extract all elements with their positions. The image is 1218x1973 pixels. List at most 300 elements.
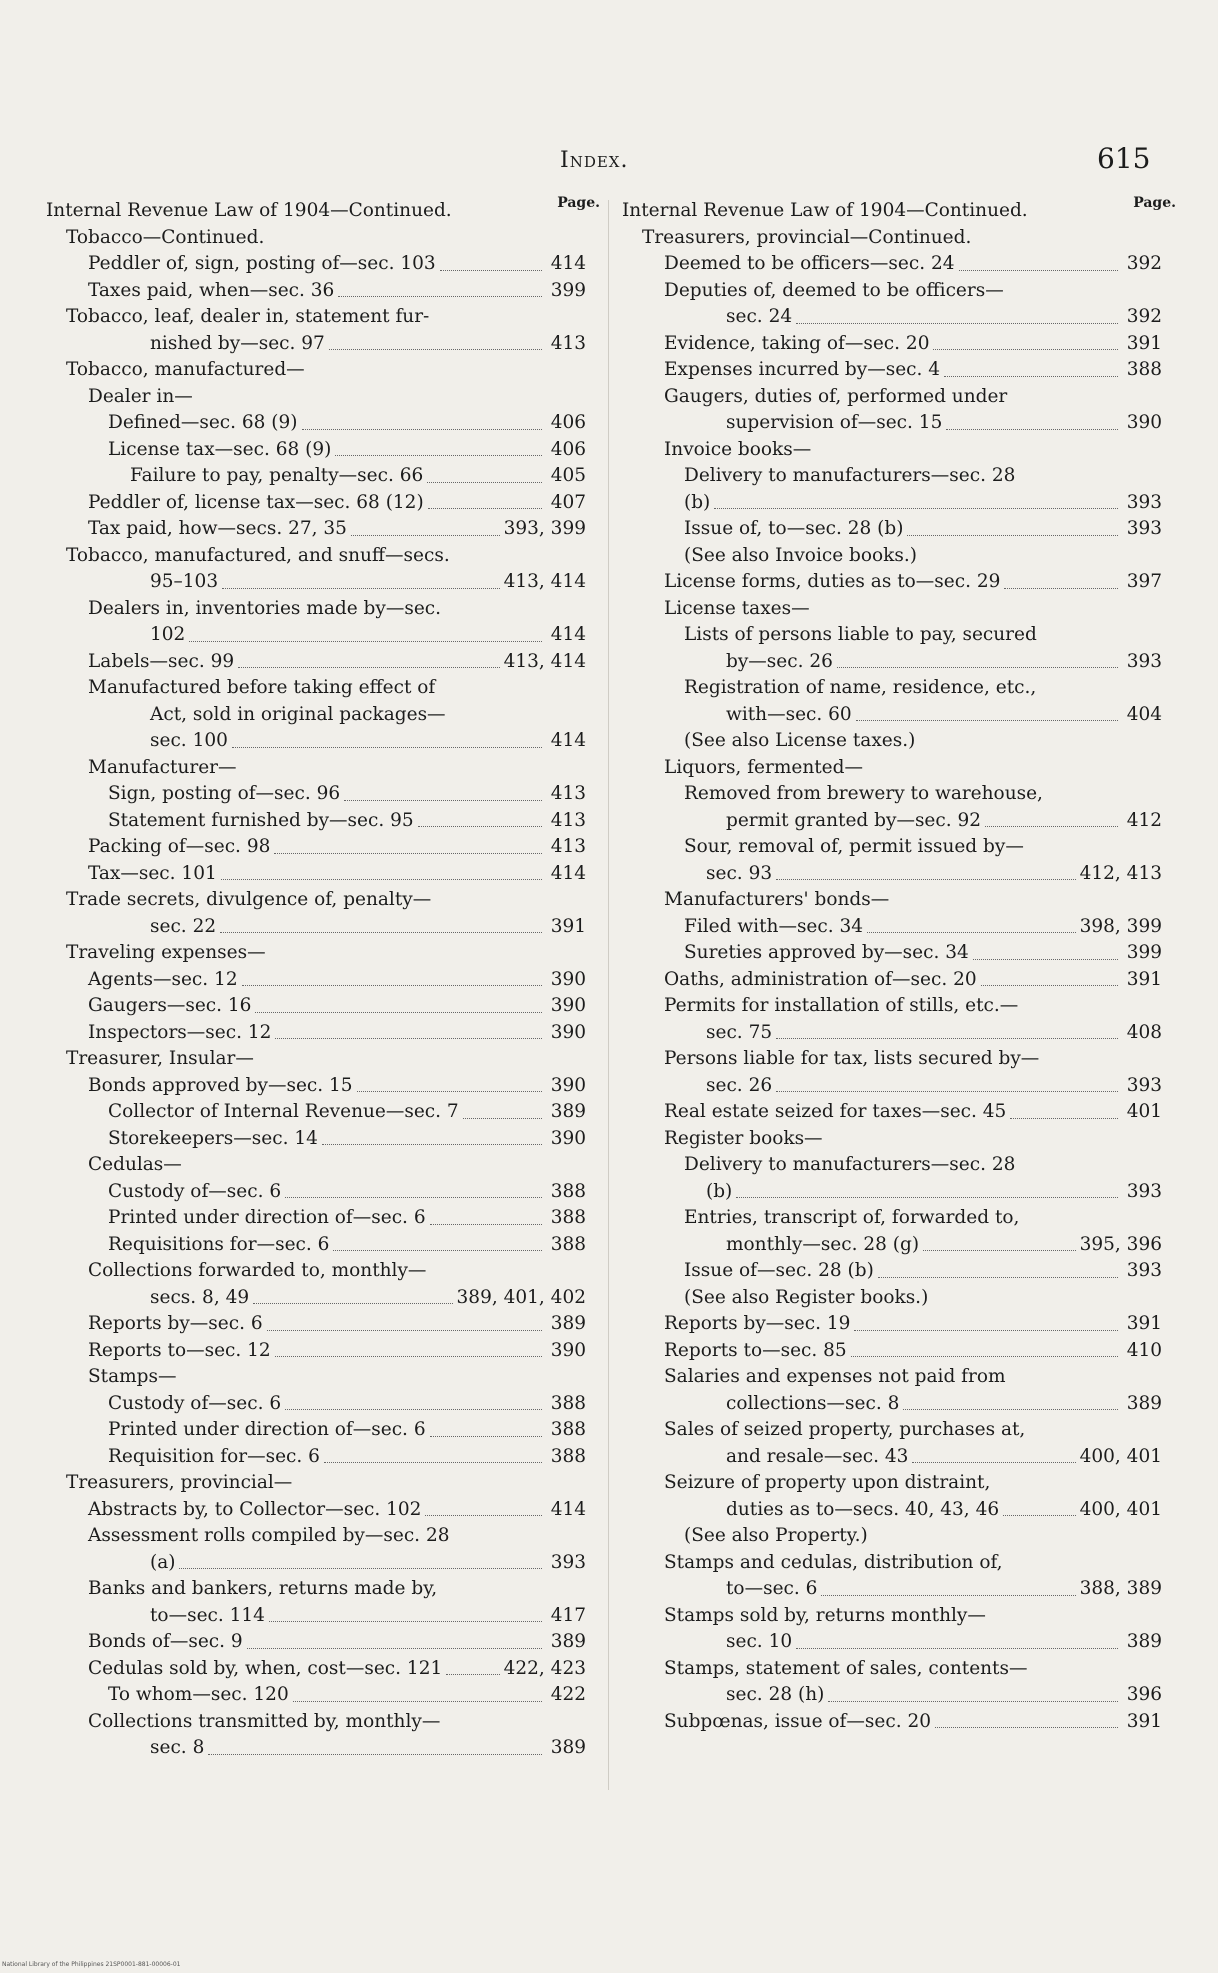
entry-text: sec. 28 (h) (726, 1684, 825, 1705)
index-entry (46, 940, 586, 967)
index-entry (46, 1682, 586, 1709)
entry-text: Bonds of—sec. 9 (88, 1631, 243, 1652)
entry-text: Requisitions for—sec. 6 (108, 1233, 330, 1255)
leader-dots (247, 1648, 542, 1649)
left-column-page-label: Page. (557, 195, 600, 211)
leader-dots (776, 1091, 1118, 1092)
entry-text: Lists of persons liable to pay, secured (684, 624, 1037, 645)
entry-page: 393, 399 (503, 518, 586, 539)
entry-text: to—sec. 114 (150, 1604, 265, 1626)
left-entries-list (46, 225, 586, 1762)
index-entry (622, 1126, 1162, 1153)
entry-page: 389 (550, 1631, 586, 1652)
entry-text: Agents—sec. 12 (88, 968, 238, 990)
index-entry (46, 1364, 586, 1391)
index-entry (622, 1709, 1162, 1736)
leader-dots (935, 1727, 1118, 1728)
leader-dots (269, 1621, 542, 1622)
entry-text: Act, sold in original packages— (150, 703, 446, 725)
index-entry (622, 596, 1162, 623)
entry-text: with—sec. 60 (726, 703, 852, 725)
index-entry (622, 1338, 1162, 1365)
leader-dots (324, 1462, 542, 1463)
index-entry (46, 437, 586, 464)
index-entry (622, 516, 1162, 543)
entry-text: License tax—sec. 68 (9) (108, 438, 332, 460)
left-column (46, 195, 600, 1762)
index-entry (622, 437, 1162, 464)
entry-text: License forms, duties as to—sec. 29 (664, 571, 1001, 592)
index-entry (622, 1258, 1162, 1285)
entry-text: Salaries and expenses not paid from (664, 1366, 1006, 1387)
index-entry (46, 1152, 586, 1179)
leader-dots (796, 323, 1118, 324)
entry-page: 388 (550, 1180, 586, 1202)
index-entry (46, 1417, 586, 1444)
index-entry (622, 1099, 1162, 1126)
index-entry (46, 1497, 586, 1524)
entry-text: Treasurers, provincial— (66, 1472, 293, 1493)
index-entry (46, 384, 586, 411)
leader-dots (828, 1701, 1118, 1702)
entry-page: 393 (1126, 650, 1162, 672)
leader-dots (357, 1091, 542, 1092)
entry-page: 414 (550, 862, 586, 884)
entry-text: Stamps— (88, 1366, 177, 1387)
leader-dots (275, 1038, 542, 1039)
entry-page: 389 (550, 1737, 586, 1758)
index-entry (46, 993, 586, 1020)
index-entry (622, 1470, 1162, 1497)
entry-text: Collections transmitted by, monthly— (88, 1710, 441, 1732)
index-entry (46, 1020, 586, 1047)
index-entry (46, 1629, 586, 1656)
leader-dots (274, 853, 542, 854)
leader-dots (222, 588, 500, 589)
index-entry (622, 702, 1162, 729)
entry-text: 102 (150, 624, 186, 645)
entry-text: Tax—sec. 101 (88, 862, 217, 884)
leader-dots (946, 429, 1118, 430)
leader-dots (923, 1250, 1076, 1251)
entry-text: Delivery to manufacturers—sec. 28 (684, 1154, 1016, 1175)
entry-text: sec. 93 (706, 862, 773, 884)
entry-text: Labels—sec. 99 (88, 650, 235, 672)
running-title: Index. (560, 148, 629, 173)
leader-dots (428, 508, 542, 509)
index-entry (622, 1179, 1162, 1206)
right-column-page-label: Page. (1133, 195, 1176, 211)
entry-text: Cedulas sold by, when, cost—sec. 121 (88, 1657, 443, 1679)
entry-text: Deputies of, deemed to be officers— (664, 279, 1004, 301)
leader-dots (179, 1568, 542, 1569)
index-entry (622, 1417, 1162, 1444)
entry-page: 414 (550, 624, 586, 645)
entry-text: Expenses incurred by—sec. 4 (664, 359, 941, 380)
index-entry (46, 861, 586, 888)
index-entry (622, 808, 1162, 835)
index-entry (46, 357, 586, 384)
entry-text: Tobacco—Continued. (66, 226, 265, 248)
entry-page: 395, 396 (1079, 1233, 1162, 1255)
entry-text: Treasurer, Insular— (66, 1048, 254, 1069)
entry-text: Abstracts by, to Collector—sec. 102 (88, 1498, 422, 1520)
leader-dots (981, 985, 1118, 986)
entry-page: 392 (1126, 253, 1162, 274)
index-entry (46, 1470, 586, 1497)
entry-page: 414 (550, 253, 586, 274)
leader-dots (851, 1356, 1118, 1357)
entry-text: collections—sec. 8 (726, 1392, 900, 1414)
entry-text: supervision of—sec. 15 (726, 412, 943, 433)
leader-dots (425, 1515, 542, 1516)
index-entry (46, 1576, 586, 1603)
index-entry (622, 993, 1162, 1020)
entry-text: Tobacco, manufactured, and snuff—secs. (66, 544, 450, 566)
leader-dots (430, 1436, 542, 1437)
entry-text: Custody of—sec. 6 (108, 1180, 282, 1202)
index-entry (46, 463, 586, 490)
entry-text: Real estate seized for taxes—sec. 45 (664, 1101, 1007, 1122)
entry-text: Banks and bankers, returns made by, (88, 1578, 438, 1599)
leader-dots (302, 429, 542, 430)
entry-text: Stamps, statement of sales, contents— (664, 1657, 1028, 1679)
entry-page: 388 (1126, 359, 1162, 380)
entry-page: 400, 401 (1079, 1498, 1162, 1520)
index-entry (622, 781, 1162, 808)
entry-text: to—sec. 6 (726, 1578, 818, 1599)
leader-dots (776, 1038, 1118, 1039)
entry-text: Sour, removal of, permit issued by— (684, 836, 1024, 857)
leader-dots (189, 641, 542, 642)
index-entry (46, 1258, 586, 1285)
leader-dots (208, 1754, 542, 1755)
entry-text: Stamps sold by, returns monthly— (664, 1604, 986, 1626)
entry-text: sec. 75 (706, 1021, 773, 1043)
index-entry (46, 490, 586, 517)
entry-text: Gaugers—sec. 16 (88, 995, 252, 1016)
entry-text: Registration of name, residence, etc., (684, 677, 1037, 698)
index-entry (46, 1179, 586, 1206)
entry-text: Issue of, to—sec. 28 (b) (684, 518, 904, 539)
entry-text: Manufacturers' bonds— (664, 889, 890, 910)
entry-page: 389 (1126, 1631, 1162, 1652)
entry-page: 393 (1126, 1074, 1162, 1096)
entry-page: 417 (550, 1604, 586, 1626)
entry-page: 412 (1126, 809, 1162, 831)
index-entry (46, 516, 586, 543)
leader-dots (1003, 1515, 1075, 1516)
leader-dots (867, 932, 1076, 933)
index-entry (46, 1444, 586, 1471)
entry-text: Reports to—sec. 12 (88, 1339, 271, 1361)
index-entry (622, 728, 1162, 755)
entry-text: Dealers in, inventories made by—sec. (88, 597, 442, 619)
index-entry (622, 1391, 1162, 1418)
entry-text: Evidence, taking of—sec. 20 (664, 332, 930, 354)
entry-page: 392 (1126, 306, 1162, 327)
entry-text: Subpœnas, issue of—sec. 20 (664, 1710, 932, 1732)
entry-text: Inspectors—sec. 12 (88, 1021, 272, 1043)
index-entry (46, 887, 586, 914)
index-entry (622, 331, 1162, 358)
index-entry (622, 1152, 1162, 1179)
entry-text: Filed with—sec. 34 (684, 915, 864, 937)
index-entry (46, 1205, 586, 1232)
entry-text: duties as to—secs. 40, 43, 46 (726, 1498, 1000, 1520)
entry-text: Sales of seized property, purchases at, (664, 1419, 1026, 1440)
entry-page: 413 (550, 836, 586, 857)
index-entry (46, 675, 586, 702)
entry-page: 390 (550, 968, 586, 990)
index-entry (46, 1523, 586, 1550)
entry-page: 391 (1126, 1313, 1162, 1334)
index-entry (622, 225, 1162, 252)
entry-page: 396 (1126, 1684, 1162, 1705)
entry-text: (See also Register books.) (684, 1286, 929, 1308)
entry-text: Peddler of, license tax—sec. 68 (12) (88, 491, 424, 513)
entry-page: 412, 413 (1079, 862, 1162, 884)
leader-dots (338, 296, 542, 297)
entry-page: 389 (550, 1313, 586, 1334)
index-entry (46, 808, 586, 835)
entry-page: 399 (1126, 942, 1162, 963)
index-entry (46, 649, 586, 676)
entry-text: Sureties approved by—sec. 34 (684, 942, 969, 963)
entry-text: Sign, posting of—sec. 96 (108, 783, 341, 804)
page-number: 615 (1097, 142, 1151, 175)
right-column-heading: Internal Revenue Law of 1904—Continued. (622, 200, 1028, 221)
entry-text: Collections forwarded to, monthly— (88, 1260, 427, 1281)
index-entry (622, 357, 1162, 384)
entry-text: Custody of—sec. 6 (108, 1392, 282, 1414)
index-entry (622, 384, 1162, 411)
index-entry (622, 1020, 1162, 1047)
index-entry (622, 1205, 1162, 1232)
index-entry (46, 1232, 586, 1259)
entry-text: Cedulas— (88, 1154, 182, 1175)
entry-page: 391 (550, 915, 586, 937)
index-entry (622, 834, 1162, 861)
leader-dots (440, 270, 542, 271)
entry-page: 389, 401, 402 (456, 1286, 586, 1308)
entry-page: 391 (1126, 332, 1162, 354)
entry-text: Storekeepers—sec. 14 (108, 1127, 318, 1149)
entry-page: 389 (550, 1101, 586, 1122)
left-column-heading: Internal Revenue Law of 1904—Continued. (46, 200, 452, 221)
entry-text: Tax paid, how—secs. 27, 35 (88, 518, 347, 539)
entry-text: Stamps and cedulas, distribution of, (664, 1551, 1003, 1573)
entry-page: 413, 414 (503, 571, 586, 592)
index-entry (622, 490, 1162, 517)
entry-page: 389 (1126, 1392, 1162, 1414)
entry-text: Requisition for—sec. 6 (108, 1445, 320, 1467)
index-entry (622, 940, 1162, 967)
entry-text: nished by—sec. 97 (150, 332, 325, 354)
index-entry (46, 1550, 586, 1577)
leader-dots (418, 826, 542, 827)
entry-page: 399 (550, 279, 586, 301)
entry-page: 390 (550, 1127, 586, 1149)
entry-text: Printed under direction of—sec. 6 (108, 1419, 426, 1440)
index-entry (46, 1709, 586, 1736)
entry-page: 422, 423 (503, 1657, 586, 1679)
index-entry (46, 543, 586, 570)
index-entry (622, 1497, 1162, 1524)
footer-credit: National Library of the Philippines 21SP0001-881-00006-01 (2, 1961, 181, 1968)
index-entry (46, 1099, 586, 1126)
index-entry (622, 251, 1162, 278)
index-entry (622, 1232, 1162, 1259)
index-entry (622, 1576, 1162, 1603)
leader-dots (351, 535, 500, 536)
entry-text: 95–103 (150, 571, 219, 592)
index-entry (46, 781, 586, 808)
index-entry (622, 622, 1162, 649)
entry-text: Taxes paid, when—sec. 36 (88, 279, 335, 301)
entry-text: Reports to—sec. 85 (664, 1339, 847, 1361)
entry-text: Oaths, administration of—sec. 20 (664, 968, 977, 990)
entry-text: (See also Property.) (684, 1525, 868, 1546)
entry-text: (See also Invoice books.) (684, 544, 917, 566)
leader-dots (255, 1012, 542, 1013)
index-entry (46, 1046, 586, 1073)
entry-text: Peddler of, sign, posting of—sec. 103 (88, 253, 436, 274)
leader-dots (322, 1144, 542, 1145)
leader-dots (238, 667, 499, 668)
leader-dots (837, 667, 1118, 668)
right-entries-list (622, 225, 1162, 1736)
entry-text: (b) (706, 1180, 733, 1202)
index-entry (46, 1311, 586, 1338)
entry-page: 405 (550, 465, 586, 486)
entry-page: 408 (1126, 1021, 1162, 1043)
leader-dots (944, 376, 1118, 377)
entry-page: 390 (550, 1021, 586, 1043)
entry-page: 413, 414 (503, 650, 586, 672)
index-entry (622, 1603, 1162, 1630)
entry-page: 398, 399 (1079, 915, 1162, 937)
leader-dots (776, 879, 1076, 880)
index-entry (622, 463, 1162, 490)
entry-page: 410 (1126, 1339, 1162, 1361)
entry-text: Tobacco, leaf, dealer in, statement fur- (66, 306, 430, 327)
entry-page: 393 (1126, 491, 1162, 513)
entry-page: 388 (550, 1392, 586, 1414)
entry-text: Assessment rolls compiled by—sec. 28 (88, 1525, 450, 1546)
leader-dots (856, 720, 1118, 721)
leader-dots (221, 879, 542, 880)
entry-text: Defined—sec. 68 (9) (108, 412, 298, 433)
index-entry (46, 755, 586, 782)
entry-page: 397 (1126, 571, 1162, 592)
index-entry (622, 410, 1162, 437)
entry-text: sec. 100 (150, 730, 228, 751)
entry-page: 388 (550, 1207, 586, 1228)
leader-dots (796, 1648, 1118, 1649)
entry-text: Seizure of property upon distraint, (664, 1472, 991, 1493)
index-entry (622, 569, 1162, 596)
entry-page: 388, 389 (1079, 1578, 1162, 1599)
entry-page: 388 (550, 1419, 586, 1440)
entry-text: Failure to pay, penalty—sec. 66 (130, 465, 424, 486)
entry-text: sec. 8 (150, 1737, 205, 1758)
leader-dots (232, 747, 542, 748)
entry-page: 406 (550, 438, 586, 460)
leader-dots (446, 1674, 499, 1675)
index-entry (622, 1550, 1162, 1577)
entry-page: 393 (1126, 518, 1162, 539)
index-entry (46, 410, 586, 437)
entry-page: 400, 401 (1079, 1445, 1162, 1467)
index-entry (622, 1444, 1162, 1471)
entry-text: To whom—sec. 120 (108, 1684, 289, 1705)
entry-text: (b) (684, 491, 711, 513)
leader-dots (275, 1356, 542, 1357)
entry-text: Delivery to manufacturers—sec. 28 (684, 465, 1016, 486)
index-entry (46, 569, 586, 596)
entry-text: Issue of—sec. 28 (b) (684, 1260, 874, 1281)
index-entry (46, 251, 586, 278)
index-entry (622, 675, 1162, 702)
index-entry (46, 728, 586, 755)
entry-text: Statement furnished by—sec. 95 (108, 809, 414, 831)
entry-text: Reports by—sec. 19 (664, 1313, 851, 1334)
index-entry (46, 1285, 586, 1312)
index-entry (622, 914, 1162, 941)
index-entry (622, 755, 1162, 782)
index-entry (46, 1735, 586, 1762)
leader-dots (285, 1409, 542, 1410)
entry-text: Tobacco, manufactured— (66, 359, 305, 380)
leader-dots (903, 1409, 1118, 1410)
entry-text: sec. 10 (726, 1631, 793, 1652)
leader-dots (329, 349, 542, 350)
entry-text: and resale—sec. 43 (726, 1445, 909, 1467)
leader-dots (959, 270, 1118, 271)
entry-text: Persons liable for tax, lists secured by— (664, 1048, 1040, 1069)
index-entry (46, 1126, 586, 1153)
entry-page: 391 (1126, 1710, 1162, 1732)
index-entry (46, 967, 586, 994)
leader-dots (335, 455, 542, 456)
entry-page: 414 (550, 1498, 586, 1520)
index-entry (622, 278, 1162, 305)
entry-page: 391 (1126, 968, 1162, 990)
entry-page: 390 (1126, 412, 1162, 433)
index-entry (622, 967, 1162, 994)
index-entry (46, 702, 586, 729)
index-entry (622, 1629, 1162, 1656)
entry-text: secs. 8, 49 (150, 1286, 250, 1308)
entry-page: 388 (550, 1233, 586, 1255)
entry-page: 390 (550, 1339, 586, 1361)
entry-page: 393 (1126, 1260, 1162, 1281)
index-entry (622, 1364, 1162, 1391)
entry-text: permit granted by—sec. 92 (726, 809, 982, 831)
entry-text: Bonds approved by—sec. 15 (88, 1074, 353, 1096)
entry-page: 404 (1126, 703, 1162, 725)
index-entry (622, 1523, 1162, 1550)
index-entry (46, 278, 586, 305)
entry-text: Invoice books— (664, 438, 812, 460)
entry-text: sec. 22 (150, 915, 217, 937)
entry-page: 413 (550, 809, 586, 831)
leader-dots (285, 1197, 542, 1198)
entry-text: Permits for installation of stills, etc.— (664, 995, 1019, 1016)
leader-dots (973, 959, 1118, 960)
entry-text: Register books— (664, 1127, 823, 1149)
